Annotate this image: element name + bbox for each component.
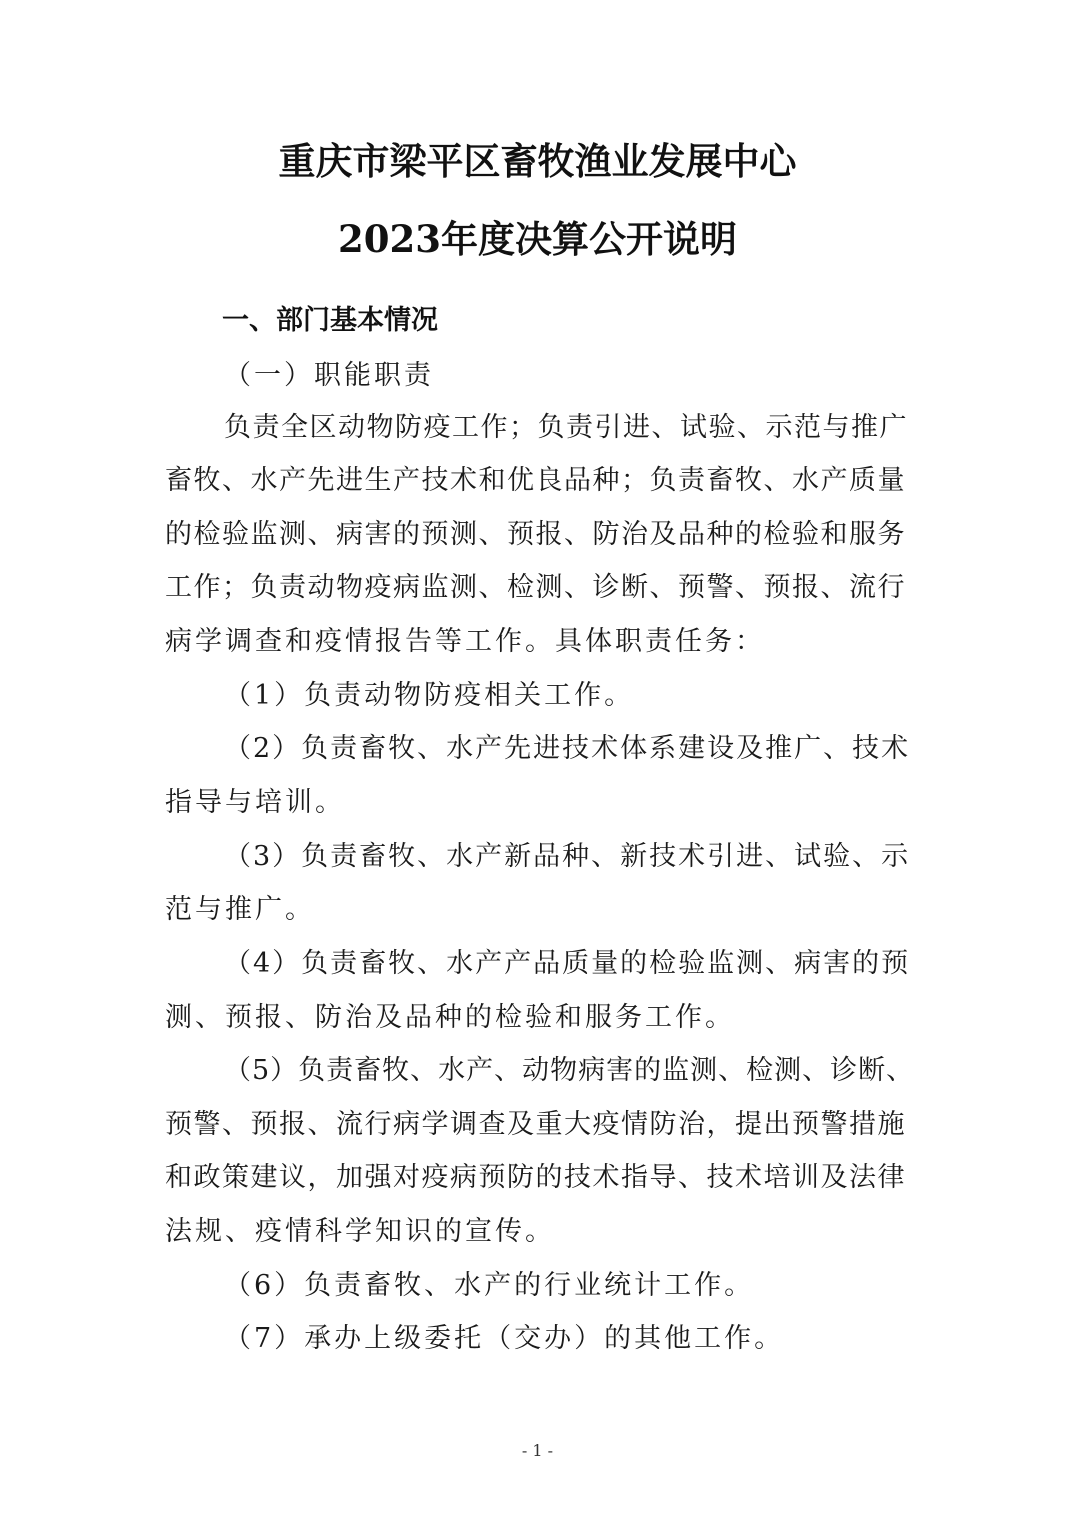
duty-item-1: （1）负责动物防疫相关工作。: [224, 680, 635, 711]
intro-line: 病学调查和疫情报告等工作。具体职责任务：: [165, 626, 765, 657]
intro-line: 畜牧、水产先进生产技术和优良品种；负责畜牧、水产质量: [165, 465, 906, 496]
duty-item-7: （7）承办上级委托（交办）的其他工作。: [224, 1323, 785, 1354]
duty-item-5: （5）负责畜牧、水产、动物病害的监测、检测、诊断、: [224, 1055, 915, 1086]
duty-item-3-cont: 范与推广。: [165, 894, 315, 925]
document-title-line2: 2023年度决算公开说明: [338, 217, 737, 261]
duty-item-4-cont: 测、预报、防治及品种的检验和服务工作。: [165, 1002, 735, 1033]
duty-item-6: （6）负责畜牧、水产的行业统计工作。: [224, 1270, 755, 1301]
section-heading: 一、部门基本情况: [222, 305, 438, 336]
intro-line: 的检验监测、病害的预测、预报、防治及品种的检验和服务: [165, 519, 906, 550]
document-title-line1: 重庆市梁平区畜牧渔业发展中心: [278, 139, 797, 183]
duty-item-3: （3）负责畜牧、水产新品种、新技术引进、试验、示: [224, 841, 911, 872]
duty-item-5-cont: 和政策建议，加强对疫病预防的技术指导、技术培训及法律: [165, 1162, 906, 1193]
page-number: - 1 -: [521, 1441, 554, 1460]
duty-item-2-cont: 指导与培训。: [165, 787, 345, 818]
duty-item-2: （2）负责畜牧、水产先进技术体系建设及推广、技术: [224, 733, 911, 764]
subsection-heading: （一）职能职责: [224, 360, 434, 391]
intro-line: 负责全区动物防疫工作；负责引进、试验、示范与推广: [224, 412, 908, 443]
duty-item-4: （4）负责畜牧、水产产品质量的检验监测、病害的预: [224, 948, 911, 979]
duty-item-5-cont: 法规、疫情科学知识的宣传。: [165, 1216, 555, 1247]
intro-line: 工作；负责动物疫病监测、检测、诊断、预警、预报、流行: [165, 572, 906, 603]
duty-item-5-cont: 预警、预报、流行病学调查及重大疫情防治，提出预警措施: [165, 1109, 906, 1140]
